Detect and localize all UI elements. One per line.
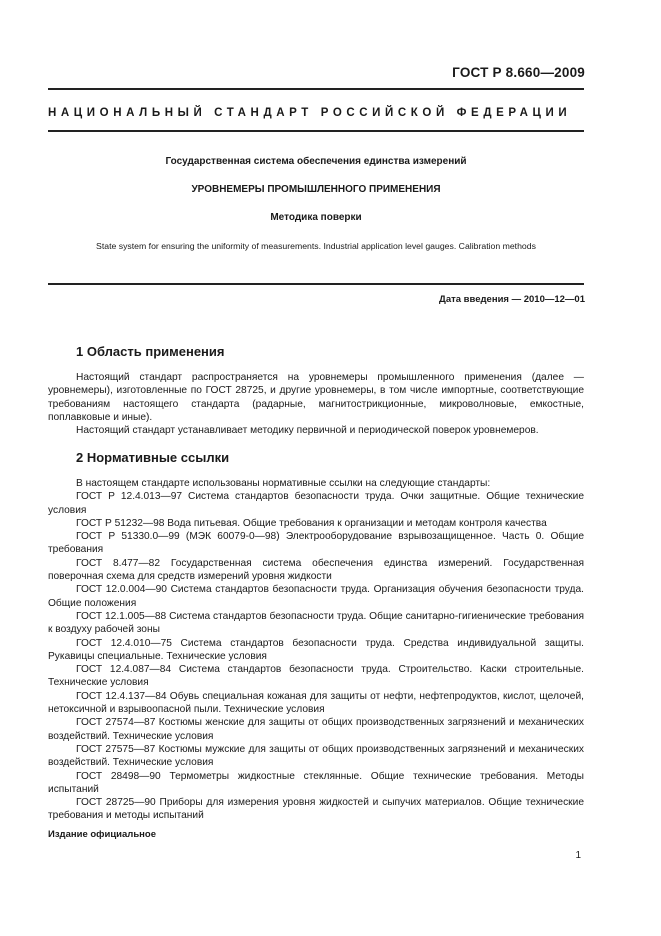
reference-item: ГОСТ Р 12.4.013—97 Система стандартов безопасности труда. Очки защитные. Общие технические условия	[48, 491, 584, 516]
reference-item: ГОСТ 12.4.137—84 Обувь специальная кожаная для защиты от нефти, нефтепродуктов, кислот, щелочей, нетоксичной и взрывоопасной пыли. Технические условия	[48, 690, 584, 716]
introduction-date: Дата введения — 2010—12—01	[439, 294, 585, 305]
edition-note: Издание официальное	[48, 829, 156, 840]
top-rule	[48, 88, 584, 90]
section-1-body	[48, 371, 584, 437]
reference-item: ГОСТ 27574—87 Костюмы женские для защиты от общих производственных загрязнений и механических воздействий. Технические условия	[48, 717, 584, 742]
national-standard-banner: НАЦИОНАЛЬНЫЙ СТАНДАРТ РОССИЙСКОЙ ФЕДЕРАЦИИ	[48, 107, 572, 119]
reference-item: ГОСТ 8.477—82 Государственная система обеспечения единства измерений. Государственная поверочная схема для средств измерений уровня жидкости	[48, 557, 584, 583]
reference-item: ГОСТ 28498—90 Термометры жидкостные стеклянные. Общие технические требования. Методы испытаний	[48, 770, 584, 795]
section-2-heading: 2 Нормативные ссылки	[76, 450, 230, 465]
section-1-heading: 1 Область применения	[76, 344, 225, 359]
reference-item: ГОСТ 12.0.004—90 Система стандартов безопасности труда. Организация обучения безопасности труда. Общие положения	[48, 584, 584, 609]
sub-title: Методика поверки	[270, 212, 362, 223]
reference-item: ГОСТ 12.1.005—88 Система стандартов безопасности труда. Общие санитарно-гигиенические требования к воздуху рабочей зоны	[48, 610, 584, 636]
english-title: State system for ensuring the uniformity of measurements. Industrial application level gauges. Calibration methods	[96, 241, 536, 251]
banner-rule	[48, 130, 584, 132]
reference-item: ГОСТ Р 51330.0—99 (МЭК 60079-0—98) Электрооборудование взрывозащищенное. Часть 0. Общие требования	[48, 531, 584, 556]
reference-item: ГОСТ Р 51232—98 Вода питьевая. Общие требования к организации и методам контроля качества	[76, 517, 547, 529]
paragraph: Настоящий стандарт распространяется на уровнемеры промышленного применения (далее — уровнемеры), изготовленные по ГОСТ 28725, и другие уровнемеры, в том числе импортные, соответствующие требованиям настоящего стандарта (радарные, магнитострикционные, микроволновые, емкостные, поплавковые и иные).	[48, 372, 584, 423]
reference-item: ГОСТ 12.4.010—75 Система стандартов безопасности труда. Средства индивидуальной защиты. Рукавицы специальные. Технические условия	[48, 637, 584, 662]
paragraph: В настоящем стандарте использованы нормативные ссылки на следующие стандарты:	[76, 478, 491, 489]
title-block-rule	[48, 283, 584, 285]
page-number: 1	[575, 850, 581, 861]
paragraph: Настоящий стандарт устанавливает методику первичной и периодической поверок уровнемеров.	[76, 425, 539, 437]
system-title: Государственная система обеспечения единства измерений	[165, 156, 467, 167]
section-2-body	[48, 477, 584, 823]
reference-item: ГОСТ 28725—90 Приборы для измерения уровня жидкостей и сыпучих материалов. Общие технические требования и методы испытаний	[48, 797, 584, 822]
main-title: УРОВНЕМЕРЫ ПРОМЫШЛЕННОГО ПРИМЕНЕНИЯ	[191, 184, 441, 195]
reference-item: ГОСТ 12.4.087—84 Система стандартов безопасности труда. Строительство. Каски строительные. Технические условия	[48, 664, 584, 689]
document-number: ГОСТ Р 8.660—2009	[452, 65, 585, 80]
reference-item: ГОСТ 27575—87 Костюмы мужские для защиты от общих производственных загрязнений и механических воздействий. Технические условия	[48, 743, 584, 769]
